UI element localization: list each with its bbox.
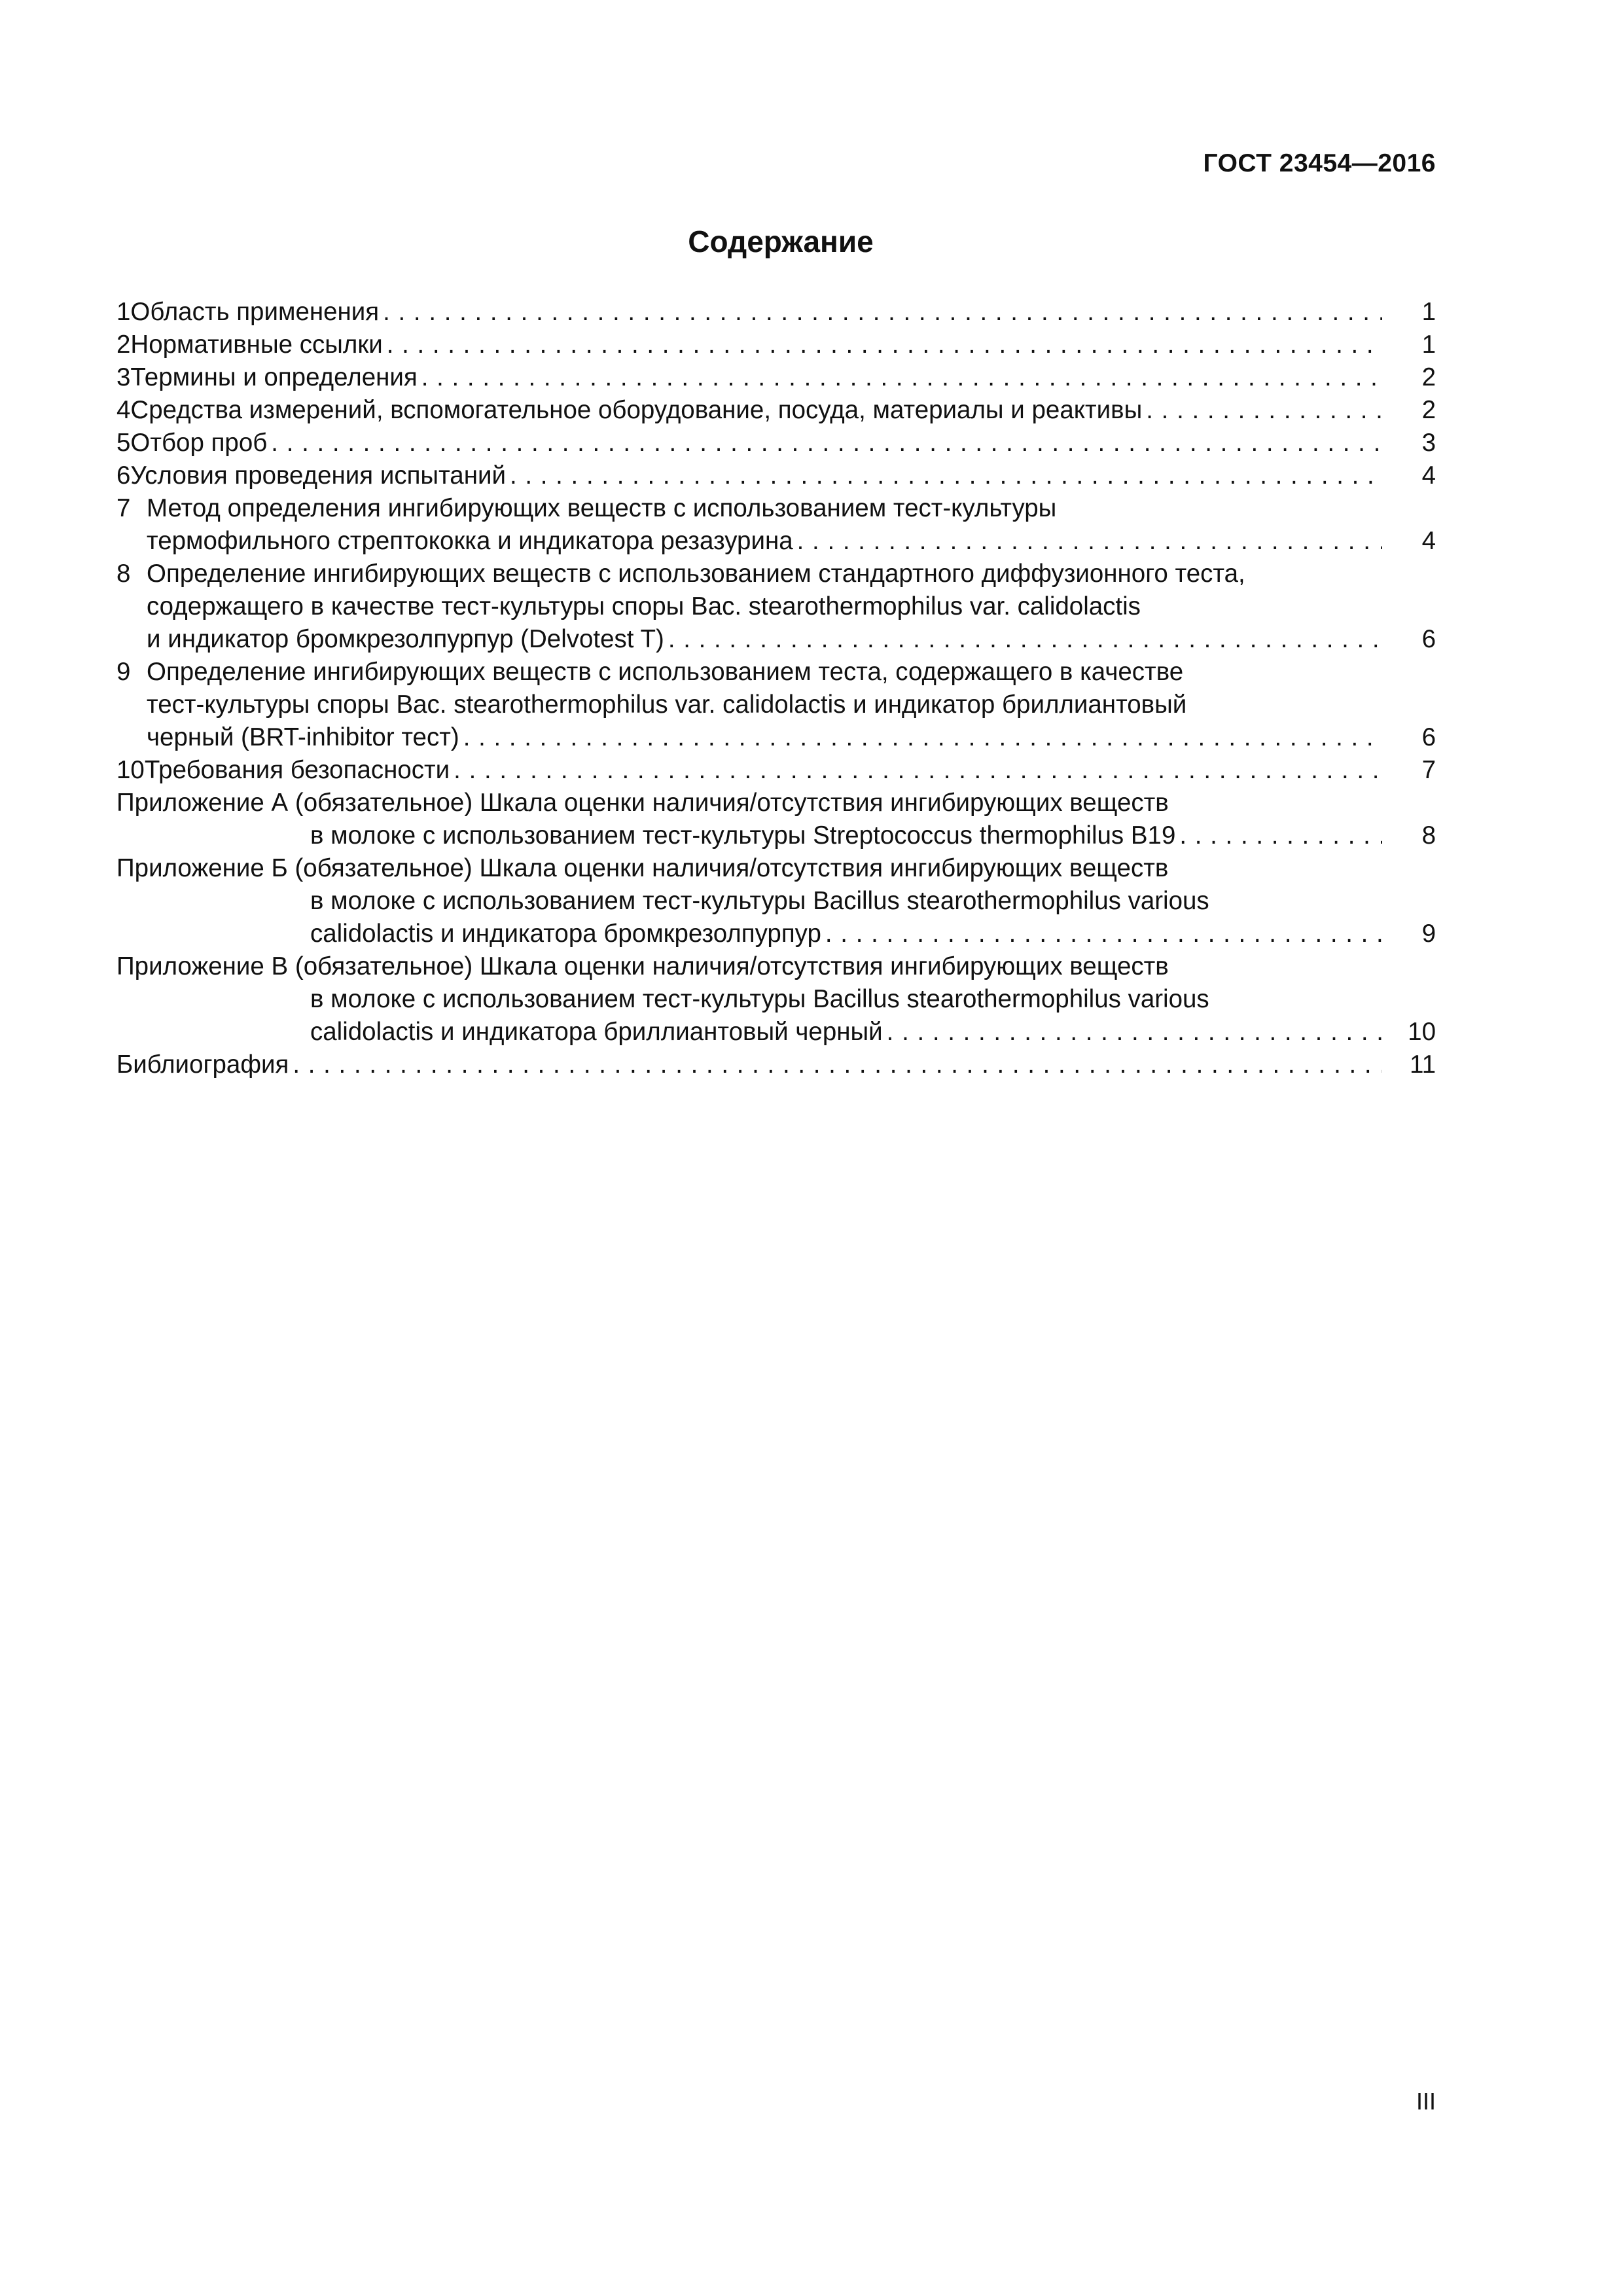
entry-page: 4	[1421, 527, 1436, 555]
entry-number: 3	[116, 363, 131, 391]
toc-title: Содержание	[688, 224, 874, 259]
entry-page: 1	[1421, 298, 1436, 326]
dot-leader	[887, 1016, 1382, 1049]
entry-page: 2	[1421, 363, 1436, 391]
appendix-title-continuation: в молоке с использованием тест-культуры Streptococcus thermophilus B19	[310, 821, 1176, 850]
document-code: ГОСТ 23454—2016	[1203, 149, 1436, 177]
entry-number: 7	[116, 494, 131, 522]
toc-entry[interactable]	[116, 329, 1436, 361]
entry-title: Нормативные ссылки	[130, 331, 383, 359]
entry-title: Термины и определения	[130, 363, 418, 391]
toc-entry[interactable]	[116, 427, 1436, 459]
entry-title-continuation: тест-культуры споры Bac. stearothermophilus var. calidolactis и индикатор бриллиантовый	[147, 691, 1187, 719]
toc-entry[interactable]	[116, 754, 1436, 787]
entry-number: 4	[116, 396, 131, 424]
entry-page: 6	[1421, 625, 1436, 653]
entry-number: 1	[116, 298, 131, 326]
bibliography-label: Библиография	[116, 1050, 289, 1079]
appendix-label: Приложение Б	[116, 854, 288, 882]
entry-number: 6	[116, 461, 131, 490]
appendix-label: Приложение А	[116, 789, 289, 817]
entry-page: 6	[1421, 723, 1436, 751]
entry-title: Определение ингибирующих веществ с использованием теста, содержащего в качестве	[147, 658, 1184, 686]
dot-leader	[668, 623, 1382, 656]
entry-title: Отбор проб	[130, 429, 268, 457]
appendix-title: (обязательное) Шкала оценки наличия/отсутствия ингибирующих веществ	[294, 789, 1169, 817]
toc-appendix-entry[interactable]	[116, 787, 1436, 852]
appendix-title-continuation: calidolactis и индикатора бромкрезолпурпур	[310, 920, 821, 948]
toc-entry[interactable]	[116, 656, 1436, 754]
entry-title-continuation: и индикатор бромкрезолпурпур (Delvotest T)	[147, 625, 664, 653]
entry-title: Средства измерений, вспомогательное оборудование, посуда, материалы и реактивы	[130, 396, 1143, 424]
entry-number: 2	[116, 331, 131, 359]
entry-title-continuation: черный (BRT-inhibitor тест)	[147, 723, 459, 751]
toc-entry[interactable]	[116, 459, 1436, 492]
dot-leader	[825, 918, 1382, 950]
entry-title: Условия проведения испытаний	[130, 461, 506, 490]
toc-bibliography-entry[interactable]	[116, 1049, 1436, 1081]
entry-title: Определение ингибирующих веществ с использованием стандартного диффузионного теста,	[147, 560, 1245, 588]
appendix-page: 10	[1408, 1018, 1436, 1046]
appendix-title: (обязательное) Шкала оценки наличия/отсутствия ингибирующих веществ	[294, 854, 1169, 882]
toc-entry[interactable]	[116, 492, 1436, 558]
entry-page: 3	[1421, 429, 1436, 457]
entry-page: 4	[1421, 461, 1436, 490]
page-number: III	[1416, 2088, 1436, 2115]
dot-leader	[421, 361, 1382, 394]
entry-title: Область применения	[130, 298, 380, 326]
dot-leader	[454, 754, 1382, 787]
entry-page: 2	[1421, 396, 1436, 424]
dot-leader	[510, 459, 1382, 492]
toc-entry[interactable]	[116, 361, 1436, 394]
dot-leader	[387, 329, 1382, 361]
table-of-contents	[116, 296, 1436, 1081]
dot-leader	[1179, 819, 1382, 852]
appendix-title-continuation: calidolactis и индикатора бриллиантовый черный	[310, 1018, 883, 1046]
toc-entry[interactable]	[116, 296, 1436, 329]
entry-number: 8	[116, 560, 131, 588]
entry-page: 1	[1421, 331, 1436, 359]
appendix-label: Приложение В	[116, 952, 289, 980]
entry-number: 9	[116, 658, 131, 686]
appendix-title-continuation: в молоке с использованием тест-культуры Bacillus stearothermophilus various	[310, 985, 1209, 1013]
toc-entry[interactable]	[116, 558, 1436, 656]
dot-leader	[797, 525, 1382, 558]
appendix-title: (обязательное) Шкала оценки наличия/отсутствия ингибирующих веществ	[294, 952, 1169, 980]
bibliography-page: 11	[1410, 1050, 1436, 1079]
entry-number: 5	[116, 429, 131, 457]
toc-appendix-entry[interactable]	[116, 950, 1436, 1049]
appendix-page: 8	[1421, 821, 1436, 850]
dot-leader	[1146, 394, 1382, 427]
toc-entry[interactable]	[116, 394, 1436, 427]
entry-title: Метод определения ингибирующих веществ с использованием тест-культуры	[147, 494, 1057, 522]
entry-title: Требования безопасности	[144, 756, 450, 784]
dot-leader	[383, 296, 1382, 329]
appendix-page: 9	[1421, 920, 1436, 948]
toc-appendix-entry[interactable]	[116, 852, 1436, 950]
appendix-title-continuation: в молоке с использованием тест-культуры Bacillus stearothermophilus various	[310, 887, 1209, 915]
dot-leader	[293, 1049, 1382, 1081]
dot-leader	[271, 427, 1382, 459]
entry-title-continuation: содержащего в качестве тест-культуры споры Bac. stearothermophilus var. calidolactis	[147, 592, 1141, 620]
entry-number: 10	[116, 756, 145, 784]
entry-title-continuation: термофильного стрептококка и индикатора резазурина	[147, 527, 793, 555]
dot-leader	[463, 721, 1382, 754]
entry-page: 7	[1421, 756, 1436, 784]
